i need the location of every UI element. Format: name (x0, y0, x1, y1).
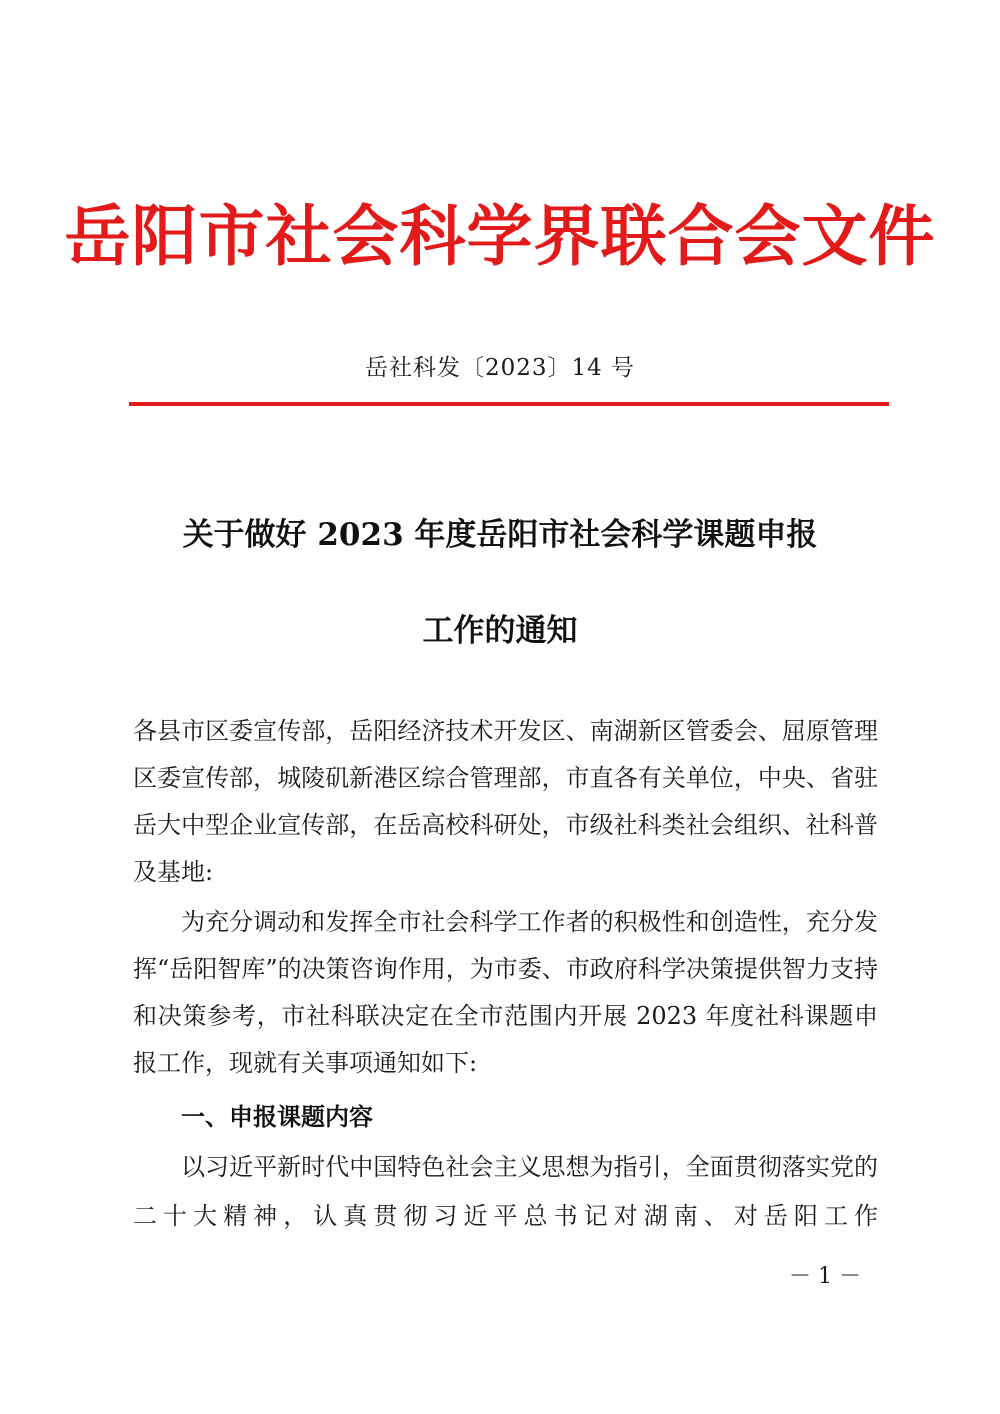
notice-title-line-1: 关于做好 2023 年度岳阳市社会科学课题申报 (182, 517, 818, 553)
body-paragraph-2: 以习近平新时代中国特色社会主义思想为指引，全面贯彻落实党的二十大精神，认真贯彻习近平总书记对湖南、对岳阳工作 (133, 1153, 878, 1230)
section-heading-1: 一、申报课题内容 (181, 1103, 373, 1131)
notice-title-line-2: 工作的通知 (422, 613, 578, 649)
red-divider-line (129, 402, 889, 406)
page-number: － 1 － (789, 1264, 861, 1289)
body-paragraph-1: 为充分调动和发挥全市社会科学工作者的积极性和创造性，充分发挥“岳阳智库”的决策咨询作用，为市委、市政府科学决策提供智力支持和决策参考，市社科联决定在全市范围内开展 2023 年度社科课题申报工作，现就有关事项通知如下: (133, 908, 878, 1077)
document-number: 岳社科发〔2023〕14 号 (364, 355, 636, 381)
document-header-title: 岳阳市社会科学界联合会文件 (64, 198, 936, 275)
addressee-paragraph: 各县市区委宣传部，岳阳经济技术开发区、南湖新区管委会、屈原管理区委宣传部，城陵矶新港区综合管理部，市直各有关单位，中央、省驻岳大中型企业宣传部，在岳高校科研处，市级社科类社会组织、社科普及基地: (133, 717, 878, 886)
